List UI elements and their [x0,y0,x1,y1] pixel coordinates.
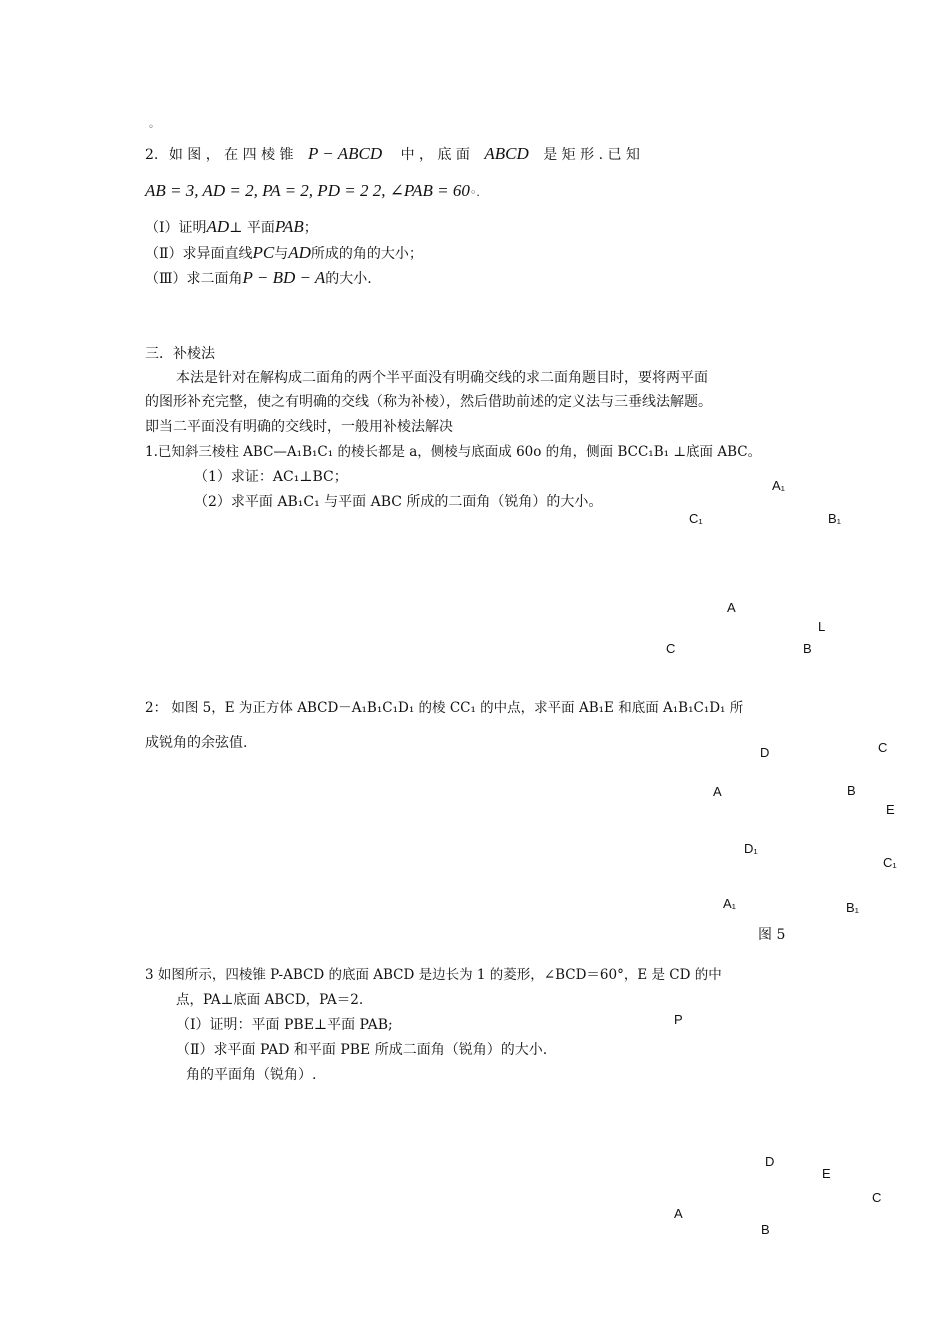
ex2-label-a: A [713,784,722,799]
ex3-label-d: D [765,1154,775,1169]
ex2-label-b: B [847,783,856,798]
problem2-text-a: 如 图 ， 在 四 棱 锥 [168,147,294,163]
problem2-q3 [145,268,372,289]
section3-para-line1: 本法是针对在解构成二面角的两个半平面没有明确交线的求二面角题目时，要将两平面 [176,370,708,386]
ex2-label-e: E [886,802,895,817]
ex1-label-c1: C₁ [689,511,703,526]
ex3-note: 角的平面角（锐角）. [186,1067,317,1083]
ex2-label-a1: A₁ [723,896,737,911]
problem2-q1-math-pab: PAB [274,217,304,236]
problem2-q2-prefix: （Ⅱ）求异面直线 [145,246,253,262]
ex1-label-a1: A₁ [772,478,786,493]
ex3-label-e: E [822,1166,831,1181]
ex2-statement-line2: 成锐角的余弦值. [145,735,248,751]
ex2-label-c1: C₁ [883,855,897,870]
ex3-q2: （Ⅱ）求平面 PAD 和平面 PBE 所成二面角（锐角）的大小. [176,1042,548,1058]
section3-para-line3: 即当二平面没有明确的交线时，一般用补棱法解决 [145,419,453,435]
ex2-label-d: D [760,745,770,760]
ex1-label-l: L [818,619,826,634]
section3-heading: 三．补棱法 [145,346,215,362]
problem2-q2-suffix: 所成的角的大小； [310,246,423,262]
problem2-math-pabcd: P − ABCD [307,144,383,163]
problem2-q3-prefix: （Ⅲ）求二面角 [145,271,243,287]
problem2-text-c: 是 矩 形 . 已 知 [543,147,640,163]
problem2-q1-suffix: ； [303,220,318,236]
problem2-q2-mid: 与 [274,246,289,262]
ex3-label-b: B [761,1222,770,1237]
ex2-label-b1: B₁ [846,900,860,915]
ex2-label-d1: D₁ [744,841,758,856]
ex3-statement-line2: 点，PA⊥底面 ABCD，PA＝2. [176,992,364,1008]
ex2-statement-line1: 2： 如图 5，E 为正方体 ABCD－A₁B₁C₁D₁ 的棱 CC₁ 的中点，求平面 AB₁E 和底面 A₁B₁C₁D₁ 所 [145,700,744,716]
ex3-label-c: C [872,1190,882,1205]
problem2-line1 [145,144,640,165]
problem2-q3-math: P − BD − A [242,268,326,287]
problem2-given-math: AB = 3, AD = 2, PA = 2, PD = 2 2, ∠PAB = 60 [145,181,470,200]
ex1-statement: 1.已知斜三棱柱 ABC—A₁B₁C₁ 的棱长都是 a，侧棱与底面成 60o 的角，侧面 BCC₁B₁ ⊥底面 ABC。 [145,444,762,460]
ex1-label-b: B [803,641,812,656]
ex3-label-p: P [674,1012,683,1027]
ex2-label-c: C [878,740,888,755]
problem2-q2 [145,243,423,264]
problem2-q2-math-ad: AD [288,243,311,262]
ex1-label-a: A [727,600,736,615]
problem2-q1-mid: ⊥ 平面 [229,220,275,236]
problem2-q1 [145,217,318,238]
problem2-line2 [145,181,480,203]
problem2-text-b: 中 ， 底 面 [400,147,470,163]
ex1-q2: （2）求平面 AB₁C₁ 与平面 ABC 所成的二面角（锐角）的大小。 [194,494,603,510]
problem2-given-tail: ◦. [469,186,480,199]
top-mark: ◦ [148,122,154,133]
problem2-q1-prefix: （Ⅰ）证明 [145,220,207,236]
ex3-label-a: A [674,1206,683,1221]
problem2-q1-math-ad: AD [206,217,230,236]
ex3-q1: （Ⅰ）证明：平面 PBE⊥平面 PAB; [176,1017,393,1033]
ex1-label-b1: B₁ [828,511,842,526]
section3-para-line2: 的图形补充完整，使之有明确的交线（称为补棱），然后借助前述的定义法与三垂线法解题。 [145,394,712,410]
problem2-number: 2. [145,147,159,163]
ex1-label-c: C [666,641,676,656]
problem2-q2-math-pc: PC [252,243,275,262]
problem2-math-abcd: ABCD [484,144,529,163]
ex3-statement-line1: 3 如图所示，四棱锥 P-ABCD 的底面 ABCD 是边长为 1 的菱形，∠BCD＝60°，E 是 CD 的中 [145,967,722,983]
ex2-figure-caption: 图 5 [758,927,786,943]
ex1-q1: （1）求证：AC₁⊥BC； [194,469,348,485]
problem2-q3-suffix: 的大小. [325,271,372,287]
